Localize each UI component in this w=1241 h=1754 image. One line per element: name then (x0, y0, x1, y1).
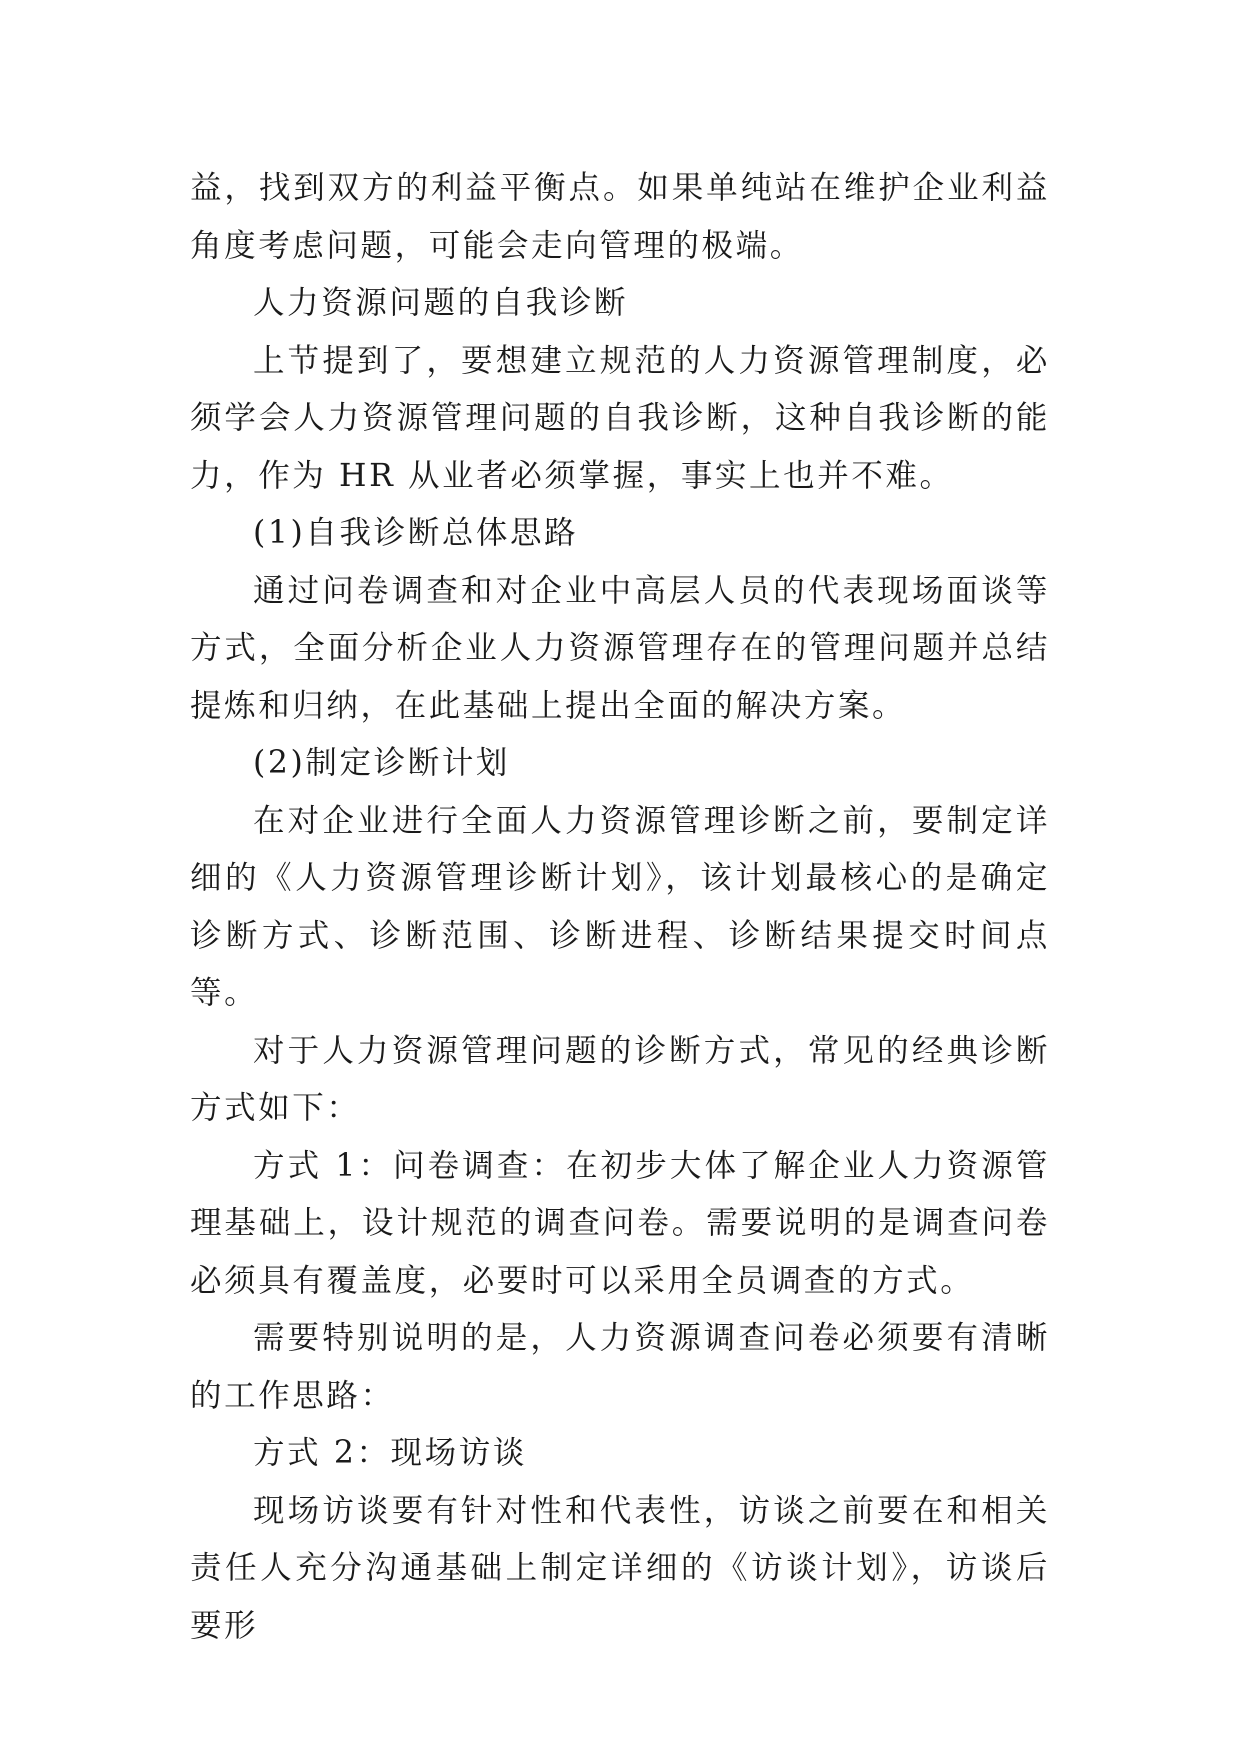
section-heading-self-diagnosis: 人力资源问题的自我诊断 (253, 285, 629, 321)
paragraph-continuation: 益，找到双方的利益平衡点。如果单纯站在维护企业利益角度考虑问题，可能会走向管理的极端。 (190, 170, 1050, 264)
paragraph-interview: 现场访谈要有针对性和代表性，访谈之前要在和相关责任人充分沟通基础上制定详细的《访谈计划》，访谈后要形 (190, 1492, 1050, 1644)
paragraph-plan: 在对企业进行全面人力资源管理诊断之前，要制定详细的《人力资源管理诊断计划》，该计划最核心的是确定诊断方式、诊断范围、诊断进程、诊断结果提交时间点等。 (190, 802, 1050, 1011)
subheading-diagnosis-plan: (2)制定诊断计划 (253, 745, 511, 781)
paragraph-approach: 通过问卷调查和对企业中高层人员的代表现场面谈等方式，全面分析企业人力资源管理存在的管理问题并总结提炼和归纳，在此基础上提出全面的解决方案。 (190, 572, 1050, 724)
paragraph-method-1: 方式 1：问卷调查：在初步大体了解企业人力资源管理基础上，设计规范的调查问卷。需要说明的是调查问卷必须具有覆盖度，必要时可以采用全员调查的方式。 (190, 1147, 1050, 1299)
paragraph-intro: 上节提到了，要想建立规范的人力资源管理制度，必须学会人力资源管理问题的自我诊断，这种自我诊断的能力，作为 HR 从业者必须掌握，事实上也并不难。 (190, 342, 1050, 494)
subheading-overall-approach: (1)自我诊断总体思路 (253, 515, 579, 551)
paragraph-methods-intro: 对于人力资源管理问题的诊断方式，常见的经典诊断方式如下： (190, 1032, 1050, 1126)
subheading-method-2: 方式 2：现场访谈 (253, 1435, 527, 1471)
body-text (190, 160, 1050, 1655)
paragraph-questionnaire-note: 需要特别说明的是，人力资源调查问卷必须要有清晰的工作思路： (190, 1320, 1050, 1414)
